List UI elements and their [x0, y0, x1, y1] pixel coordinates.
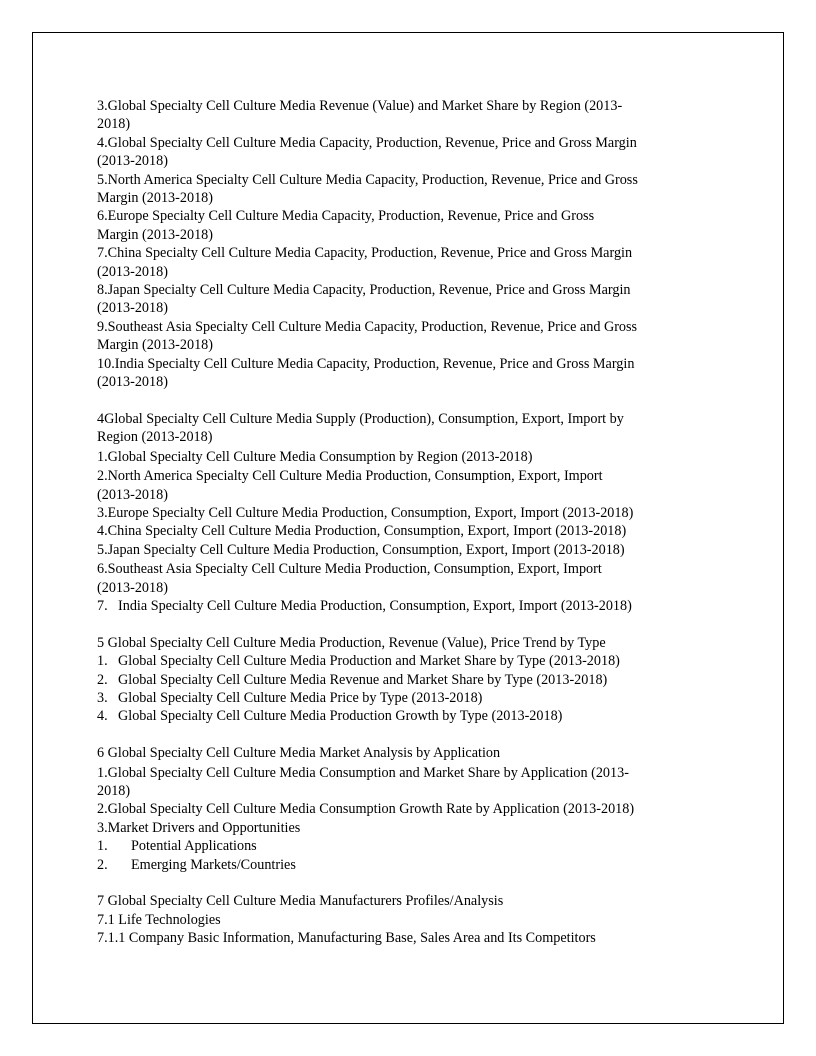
- toc-entry: [97, 318, 709, 355]
- toc-entry-line: (2013-2018): [97, 579, 168, 596]
- toc-entry: [97, 171, 709, 208]
- toc-entry-line: 2.North America Specialty Cell Culture Media Production, Consumption, Export, Import: [97, 468, 603, 485]
- list-item-text: Global Specialty Cell Culture Media Production Growth by Type (2013-2018): [118, 708, 563, 725]
- list-item-text: Emerging Markets/Countries: [131, 856, 296, 873]
- document-content: [97, 97, 709, 948]
- toc-entry-line: Margin (2013-2018): [97, 190, 213, 207]
- toc-entry-line: 3.Europe Specialty Cell Culture Media Production, Consumption, Export, Import (2013-2018): [97, 504, 634, 521]
- list-item: [97, 689, 709, 707]
- section-heading-line: Region (2013-2018): [97, 429, 213, 446]
- list-item: [97, 652, 709, 670]
- toc-entry-line: Margin (2013-2018): [97, 226, 213, 243]
- toc-entry-text: India Specialty Cell Culture Media Production, Consumption, Export, Import (2013-2018): [118, 597, 632, 614]
- toc-entry-line: 5.North America Specialty Cell Culture Media Capacity, Production, Revenue, Price and Gross: [97, 171, 638, 188]
- section-heading: 6 Global Specialty Cell Culture Media Market Analysis by Application: [97, 745, 501, 762]
- list-number: 7.: [97, 597, 108, 614]
- list-number: 1.: [97, 838, 108, 855]
- toc-entry-line: 3.Global Specialty Cell Culture Media Revenue (Value) and Market Share by Region (2013-: [97, 98, 623, 114]
- list-item-text: Potential Applications: [131, 838, 257, 855]
- toc-entry-line: 3.Market Drivers and Opportunities: [97, 819, 301, 836]
- toc-entry: [97, 522, 709, 540]
- list-item-text: Global Specialty Cell Culture Media Revenue and Market Share by Type (2013-2018): [118, 671, 608, 688]
- toc-entry: [97, 467, 709, 504]
- list-item: [97, 707, 709, 725]
- list-number: 1.: [97, 653, 108, 670]
- toc-entry-line: 7.China Specialty Cell Culture Media Capacity, Production, Revenue, Price and Gross Margin: [97, 245, 633, 262]
- subsection-heading: 7.1 Life Technologies: [97, 911, 221, 928]
- list-item: [97, 671, 709, 689]
- toc-entry-line: 1.Global Specialty Cell Culture Media Consumption by Region (2013-2018): [97, 448, 533, 465]
- toc-entry: [97, 207, 709, 244]
- toc-entry-line: (2013-2018): [97, 300, 168, 317]
- toc-entry-line: 2.Global Specialty Cell Culture Media Consumption Growth Rate by Application (2013-2018): [97, 801, 635, 818]
- toc-entry-line: 8.Japan Specialty Cell Culture Media Capacity, Production, Revenue, Price and Gross Margin: [97, 282, 631, 299]
- list-number: 2.: [97, 856, 108, 873]
- list-item: [97, 856, 709, 874]
- toc-entry-line: 2018): [97, 116, 131, 133]
- toc-entry-line: (2013-2018): [97, 153, 168, 170]
- section-heading: 5 Global Specialty Cell Culture Media Production, Revenue (Value), Price Trend by Type: [97, 634, 606, 651]
- toc-entry: [97, 819, 709, 837]
- toc-entry: [97, 597, 709, 615]
- list-number: 4.: [97, 708, 108, 725]
- toc-entry-line: 9.Southeast Asia Specialty Cell Culture Media Capacity, Production, Revenue, Price and Gross: [97, 318, 638, 335]
- section-heading: 7 Global Specialty Cell Culture Media Manufacturers Profiles/Analysis: [97, 893, 504, 910]
- list-number: 2.: [97, 671, 108, 688]
- toc-entry: [97, 800, 709, 818]
- toc-entry: [97, 281, 709, 318]
- toc-entry-line: 10.India Specialty Cell Culture Media Capacity, Production, Revenue, Price and Gross Margin: [97, 355, 635, 372]
- list-number: 3.: [97, 689, 108, 706]
- toc-entry-line: 5.Japan Specialty Cell Culture Media Production, Consumption, Export, Import (2013-2018): [97, 541, 625, 558]
- toc-entry: [97, 764, 709, 801]
- toc-entry: [97, 244, 709, 281]
- toc-entry: [97, 560, 709, 597]
- section-heading-line: 4Global Specialty Cell Culture Media Supply (Production), Consumption, Export, Import by: [97, 410, 624, 427]
- toc-entry-line: 6.Southeast Asia Specialty Cell Culture Media Production, Consumption, Export, Import: [97, 561, 602, 578]
- toc-entry-line: 2018): [97, 782, 131, 799]
- toc-entry-line: (2013-2018): [97, 263, 168, 280]
- toc-entry-line: 4.Global Specialty Cell Culture Media Capacity, Production, Revenue, Price and Gross Margin: [97, 134, 637, 151]
- toc-entry: [97, 448, 709, 466]
- toc-entry: [97, 504, 709, 522]
- section-heading: [97, 410, 709, 447]
- toc-entry: [97, 134, 709, 171]
- list-item-text: Global Specialty Cell Culture Media Price by Type (2013-2018): [118, 689, 483, 706]
- toc-entry-line: 4.China Specialty Cell Culture Media Production, Consumption, Export, Import (2013-2018): [97, 523, 627, 540]
- toc-entry-line: 1.Global Specialty Cell Culture Media Consumption and Market Share by Application (2013-: [97, 764, 629, 781]
- toc-entry-line: 6.Europe Specialty Cell Culture Media Capacity, Production, Revenue, Price and Gross: [97, 208, 595, 225]
- toc-entry-line: (2013-2018): [97, 374, 168, 391]
- toc-entry-line: Margin (2013-2018): [97, 337, 213, 354]
- list-item-text: Global Specialty Cell Culture Media Production and Market Share by Type (2013-2018): [118, 653, 620, 670]
- toc-entry-line: (2013-2018): [97, 486, 168, 503]
- subsection-heading: 7.1.1 Company Basic Information, Manufacturing Base, Sales Area and Its Competitors: [97, 930, 596, 947]
- list-item: [97, 837, 709, 855]
- toc-entry: [97, 97, 709, 134]
- toc-entry: [97, 541, 709, 559]
- toc-entry: [97, 355, 709, 392]
